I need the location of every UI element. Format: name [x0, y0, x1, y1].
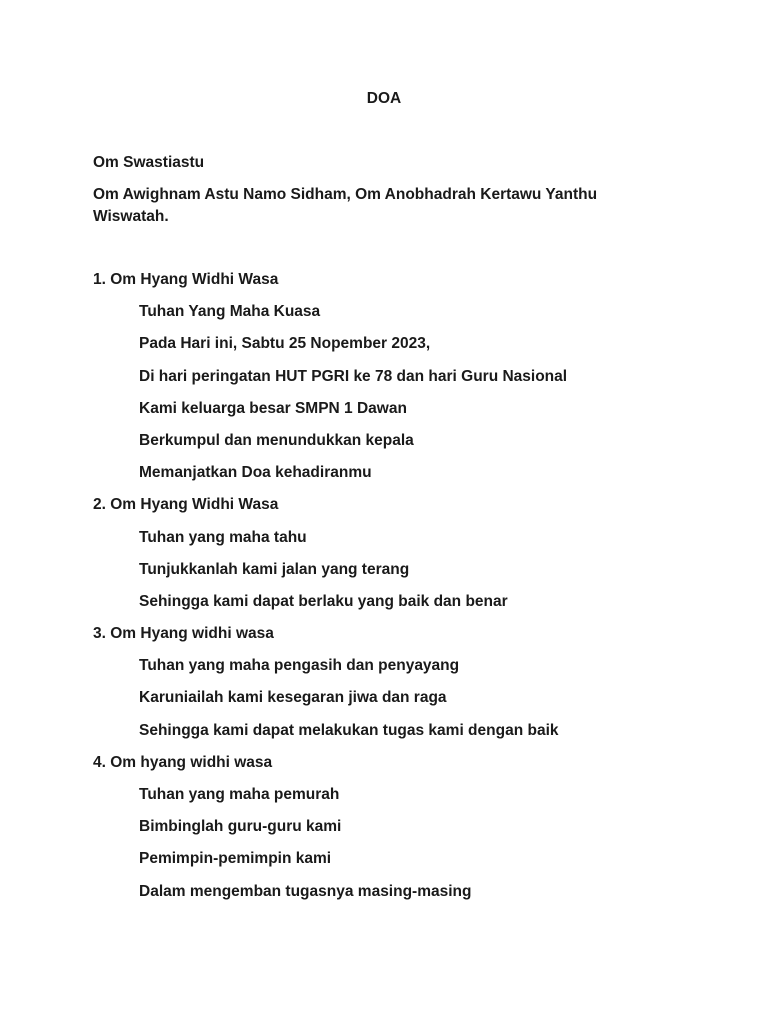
prayer-line: Sehingga kami dapat berlaku yang baik dan benar [139, 592, 508, 610]
prayer-line: Karuniailah kami kesegaran jiwa dan raga [139, 689, 447, 707]
prayer-line: Memanjatkan Doa kehadiranmu [139, 464, 372, 482]
prayer-line: Tuhan yang maha tahu [139, 528, 307, 546]
document-title: DOA [366, 90, 402, 107]
greeting-text: Om Swastiastu [93, 154, 205, 171]
stanza-heading: 2. Om Hyang Widhi Wasa [93, 496, 279, 514]
stanza-heading: 3. Om Hyang widhi wasa [93, 625, 274, 643]
prayer-line: Sehingga kami dapat melakukan tugas kami dengan baik [139, 721, 559, 739]
prayer-body [93, 270, 693, 914]
prayer-line: Tuhan yang maha pengasih dan penyayang [139, 657, 460, 675]
prayer-line: Kami keluarga besar SMPN 1 Dawan [139, 399, 407, 417]
prayer-line: Bimbinglah guru-guru kami [139, 818, 342, 836]
stanza-heading: 1. Om Hyang Widhi Wasa [93, 271, 279, 288]
opening-mantra-text: Om Awighnam Astu Namo Sidham, Om Anobhadrah Kertawu Yanthu Wiswatah. [93, 186, 598, 225]
prayer-line: Di hari peringatan HUT PGRI ke 78 dan hari Guru Nasional [139, 367, 568, 385]
prayer-line: Tuhan Yang Maha Kuasa [139, 303, 321, 321]
prayer-line: Tuhan yang maha pemurah [139, 786, 340, 803]
prayer-line: Tunjukkanlah kami jalan yang terang [139, 560, 410, 578]
opening-section [93, 152, 653, 238]
prayer-line: Pemimpin-pemimpin kami [139, 850, 332, 868]
stanza-heading: 4. Om hyang widhi wasa [93, 753, 273, 771]
prayer-line: Dalam mengemban tugasnya masing-masing [139, 882, 472, 900]
prayer-line: Berkumpul dan menundukkan kepala [139, 431, 414, 449]
prayer-line: Pada Hari ini, Sabtu 25 Nopember 2023, [139, 335, 431, 353]
